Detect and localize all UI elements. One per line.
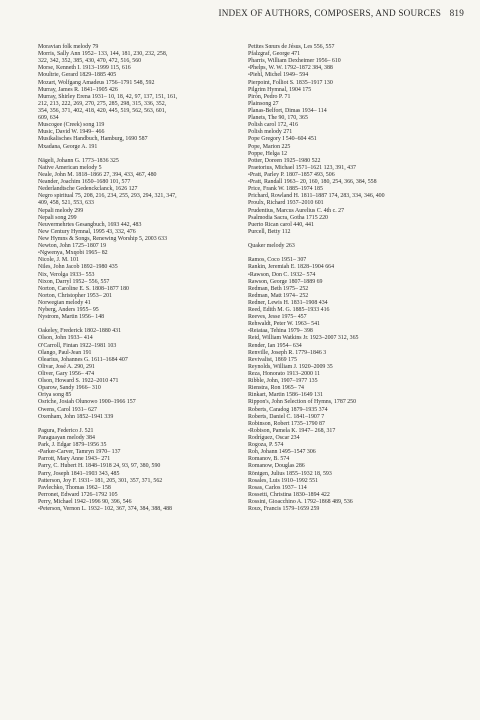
- index-entry: [38, 293, 244, 300]
- index-entry: [38, 129, 244, 136]
- index-entry: [248, 478, 474, 485]
- index-entry-text: Olson, John 1933– 414: [38, 335, 93, 342]
- index-entry: [38, 108, 244, 115]
- index-entry: [38, 471, 244, 478]
- index-entry: [248, 343, 474, 350]
- index-entry: [248, 94, 474, 101]
- index-entry: [38, 229, 244, 236]
- index-entry: [38, 44, 244, 51]
- index-entry: [38, 101, 244, 108]
- index-entry: [38, 328, 244, 335]
- index-entry-text: 322, 342, 352, 385, 430, 470, 472, 516, 560: [38, 58, 142, 65]
- bullet-icon: •: [248, 65, 250, 72]
- index-entry: [38, 414, 244, 421]
- index-entry-text: Neale, John M. 1818–1866 27, 394, 433, 467, 480: [38, 171, 157, 178]
- index-entry: [248, 158, 474, 165]
- index-entry: [248, 371, 474, 378]
- index-entry: [248, 72, 474, 79]
- index-entry-text: Planets, The 90, 170, 365: [248, 115, 308, 122]
- bullet-icon: •: [248, 72, 250, 79]
- index-entry-text: Parry, Joseph 1841–1903 343, 485: [38, 470, 120, 477]
- index-entry-text: Norton, Christopher 1953– 201: [38, 292, 112, 299]
- index-entry-text: Rogoza, P. 574: [248, 442, 284, 449]
- index-entry-text: Neander, Joachim 1650–1680 101, 577: [38, 179, 131, 186]
- index-entry-text: Polish carol 172, 416: [248, 122, 299, 129]
- index-entry-text: Renville, Joseph R. 1779–1846 3: [248, 349, 327, 356]
- index-entry-text: Norwegian melody 41: [38, 299, 91, 306]
- index-entry-text: Rehwaldt, Peter W. 1963– 541: [248, 321, 320, 328]
- index-entry: [248, 108, 474, 115]
- index-entry-text: Reza, Honorato 1913–2000 11: [248, 371, 321, 378]
- index-entry-text: Morris, Sally Ann 1952– 133, 144, 181, 230, 232, 258,: [38, 51, 168, 58]
- index-entry: [38, 94, 244, 101]
- index-entry: [248, 293, 474, 300]
- index-entry: [38, 343, 244, 350]
- index-entry-text: Oparow, Sandy 1966– 310: [38, 385, 101, 392]
- index-entry: [248, 272, 474, 279]
- index-entry: [38, 442, 244, 449]
- index-entry-text: Redner, Lewis H. 1831–1908 434: [248, 299, 328, 306]
- index-entry-text: Rankin, Jeremiah E. 1828–1904 664: [248, 264, 335, 271]
- index-entry: [248, 257, 474, 264]
- index-entry-text: Osriche, Josiah Olunowo 1900–1966 157: [38, 399, 136, 406]
- index-entry-text: Polish melody 271: [248, 129, 293, 136]
- index-entry-text: Pierpoint, Folliot S. 1835–1917 130: [248, 79, 333, 86]
- index-entry: [38, 200, 244, 207]
- index-entry: [38, 250, 244, 257]
- index-entry-text: Mxadana, George A. 191: [38, 143, 98, 150]
- index-entry-text: 609, 634: [38, 115, 59, 122]
- index-entry-text: Redman, Matt 1974– 252: [248, 292, 309, 299]
- index-entry: [38, 236, 244, 243]
- index-entry-text: Robison, Pamela K. 1947– 268, 317: [249, 427, 336, 434]
- index-entry: [38, 279, 244, 286]
- index-entry: [248, 172, 474, 179]
- index-entry-text: 354, 356, 371, 402, 418, 420, 445, 519, 562, 563, 601,: [38, 107, 167, 114]
- index-entry-text: Proulx, Richard 1937–2010 601: [248, 200, 324, 207]
- index-entry: [38, 179, 244, 186]
- index-entry-text: Ngwenya, Mxqobi 1965– 82: [39, 250, 108, 257]
- index-entry-text: Puerto Rican carol 440, 441: [248, 221, 314, 228]
- index-entry: [248, 279, 474, 286]
- index-entry: [248, 350, 474, 357]
- index-entry: [38, 51, 244, 58]
- index-entry: [38, 364, 244, 371]
- index-entry-text: Rawson, George 1807–1889 69: [248, 278, 323, 285]
- index-entry-text: Olango, Paul-Jean 191: [38, 349, 92, 356]
- index-entry-text: Prichard, Rowland H. 1811–1887 174, 283, 334, 346, 400: [248, 193, 385, 200]
- index-entry-text: Roberts, Caradog 1879–1935 374: [248, 406, 328, 413]
- index-entry: [38, 122, 244, 129]
- index-entry: [248, 101, 474, 108]
- index-entry: [248, 385, 474, 392]
- index-entry-text: Reynolds, William J. 1920–2009 35: [248, 363, 333, 370]
- index-entry: [248, 264, 474, 271]
- index-entry-text: Oliver, Gary 1956– 474: [38, 371, 95, 378]
- index-entry: [248, 435, 474, 442]
- section-gap: [248, 236, 474, 243]
- index-entry: [248, 222, 474, 229]
- bullet-icon: •: [248, 171, 250, 178]
- index-entry: [248, 165, 474, 172]
- index-entry: [38, 456, 244, 463]
- index-entry: [38, 136, 244, 143]
- index-entry: [248, 186, 474, 193]
- index-entry-text: Perronet, Edward 1726–1792 105: [38, 491, 118, 498]
- index-entry-text: Nepali song 299: [38, 214, 77, 221]
- index-entry: [248, 364, 474, 371]
- index-entry: [38, 399, 244, 406]
- bullet-icon: •: [248, 179, 250, 186]
- index-entry-text: Nägeli, Johann G. 1773–1836 325: [38, 157, 119, 164]
- index-entry: [38, 478, 244, 485]
- index-entry-text: Praetorius, Michael 1571–1621 123, 391, 437: [248, 164, 356, 171]
- index-entry-text: O'Carroll, Fintan 1922–1981 103: [38, 342, 117, 349]
- header-title: INDEX OF AUTHORS, COMPOSERS, AND SOURCES: [218, 8, 442, 18]
- index-entry-text: Purcell, Betty 112: [248, 228, 291, 235]
- index-entry-text: Pavlechko, Thomas 1962– 158: [38, 484, 111, 491]
- index-entry-text: Niles, John Jacob 1892–1980 435: [38, 264, 118, 271]
- index-entry: [248, 321, 474, 328]
- index-entry-text: Pfalzgraf, George 471: [248, 51, 301, 58]
- bullet-icon: •: [248, 271, 250, 278]
- index-entry: [248, 51, 474, 58]
- index-entry: [38, 286, 244, 293]
- index-entry-text: Olivar, José A. 290, 291: [38, 363, 95, 370]
- index-entry: [38, 300, 244, 307]
- index-entry: [248, 179, 474, 186]
- index-entry-text: Reid, William Watkins Jr. 1923–2007 312, 365: [248, 335, 359, 342]
- index-entry: [38, 407, 244, 414]
- index-entry: [248, 357, 474, 364]
- index-entry: [38, 392, 244, 399]
- index-entry: [38, 215, 244, 222]
- index-entry-text: Parker-Carver, Tamryn 1970– 137: [39, 449, 121, 456]
- index-entry: [38, 272, 244, 279]
- index-entry-text: Romanov, B. 574: [248, 456, 290, 463]
- index-entry: [38, 506, 244, 513]
- index-entry: [38, 385, 244, 392]
- index-entry: [38, 378, 244, 385]
- index-entry: [248, 136, 474, 143]
- index-entry-text: Nix, Verolga 1933– 553: [38, 271, 95, 278]
- index-entry: [38, 307, 244, 314]
- index-entry-text: Revivalist, 1869 175: [248, 356, 297, 363]
- bullet-icon: •: [248, 427, 250, 434]
- index-entry-text: Native American melody 5: [38, 164, 102, 171]
- index-column-left: [38, 44, 244, 513]
- index-entry-text: New Century Hymnal, 1995 43, 332, 476: [38, 228, 136, 235]
- index-entry: [248, 151, 474, 158]
- index-entry-text: Render, Ian 1954– 634: [248, 342, 302, 349]
- index-entry: [248, 506, 474, 513]
- index-entry: [248, 328, 474, 335]
- index-entry: [248, 421, 474, 428]
- index-entry: [38, 165, 244, 172]
- index-entry-text: Rinkart, Martin 1586–1649 131: [248, 392, 323, 399]
- page-number: 819: [449, 8, 464, 18]
- section-gap: [38, 321, 244, 328]
- index-entry-text: 212, 213, 222, 269, 270, 275, 285, 298, 315, 336, 352,: [38, 100, 167, 107]
- index-entry-text: Rawson, Don C. 1932– 574: [249, 271, 316, 278]
- index-entry-text: Murray, James R. 1841–1905 426: [38, 86, 118, 93]
- index-entry-text: Pope, Marion 225: [248, 143, 291, 150]
- index-entry-text: Pagura, Federico J. 521: [38, 427, 94, 434]
- index-entry-text: Norton, Caroline E. S. 1808–1877 180: [38, 285, 129, 292]
- index-entry-text: Peterson, Vernon L. 1932– 102, 367, 374, 384, 388, 488: [39, 506, 172, 513]
- index-entry: [38, 186, 244, 193]
- bullet-icon: •: [248, 328, 250, 335]
- index-entry-text: Perry, Michael 1942–1996 90, 396, 546: [38, 499, 132, 505]
- index-entry-text: Romanow, Douglas 286: [248, 463, 305, 470]
- index-entry-text: Moravian folk melody 79: [38, 44, 99, 50]
- index-entry-text: Rossetti, Christina 1830–1894 422: [248, 491, 330, 498]
- index-entry: [38, 65, 244, 72]
- index-entry: [248, 499, 474, 506]
- index-entry: [248, 300, 474, 307]
- index-entry-text: Newton, John 1725–1807 19: [38, 243, 107, 250]
- index-entry: [248, 378, 474, 385]
- index-entry-text: Olson, Howard S. 1922–2010 471: [38, 378, 119, 385]
- index-entry: [248, 449, 474, 456]
- index-entry-text: Röntgen, Julius 1855–1932 18, 593: [248, 470, 332, 477]
- index-entry: [38, 357, 244, 364]
- index-entry-text: Phelps, W. W. 1792–1872 384, 388: [249, 65, 333, 72]
- index-entry-text: Reed, Edith M. G. 1885–1933 416: [248, 307, 330, 314]
- index-entry-text: Reeves, Jesse 1975– 457: [248, 314, 307, 321]
- index-entry: [38, 158, 244, 165]
- index-entry: [38, 314, 244, 321]
- index-entry-text: New Hymns & Songs, Renewing Worship 5, 2003 633: [38, 235, 168, 242]
- index-entry-text: Music, David W. 1949– 466: [38, 129, 105, 136]
- index-entry-text: Moultrie, Gerard 1829–1885 405: [38, 72, 117, 79]
- index-entry: [38, 492, 244, 499]
- index-entry-text: Rossini, Gioacchino A. 1792–1868 489, 536: [248, 499, 353, 505]
- index-entry: [38, 193, 244, 200]
- index-entry: [38, 172, 244, 179]
- index-entry: [38, 371, 244, 378]
- index-entry-text: Nederlandtsche Gedenckclanck, 1626 127: [38, 186, 138, 193]
- index-entry-text: Price, Frank W. 1885–1974 185: [248, 186, 323, 193]
- index-entry-text: Nepali melody 299: [38, 207, 84, 214]
- index-entry: [248, 335, 474, 342]
- index-entry: [38, 72, 244, 79]
- index-entry-text: Prudentius, Marcus Aurelius C. 4th c. 27: [248, 207, 345, 214]
- index-entry-text: Rodríguez, Oscar 234: [248, 435, 300, 442]
- section-gap: [248, 250, 474, 257]
- index-entry-text: Rosales, Luis 1910–1992 551: [248, 477, 319, 484]
- bullet-icon: •: [38, 449, 40, 456]
- index-entry-text: Potter, Doreen 1925–1980 522: [248, 157, 321, 164]
- index-entry-text: Oakeley, Frederick 1802–1880 431: [38, 328, 122, 335]
- index-entry: [248, 286, 474, 293]
- index-entry-text: Oriya song 85: [38, 392, 72, 399]
- index-entry-text: Nicole, J. M. 101: [38, 257, 79, 264]
- index-entry: [248, 58, 474, 65]
- index-entry: [38, 449, 244, 456]
- index-entry-text: Poppe, Helga 12: [248, 150, 288, 157]
- index-entry-text: Psalmodia Sacra, Gotha 1715 220: [248, 214, 329, 221]
- index-entry: [248, 485, 474, 492]
- index-entry: [38, 222, 244, 229]
- section-gap: [38, 151, 244, 158]
- index-entry-text: Negro spiritual 75, 208, 216, 234, 255, 293, 294, 321, 347,: [38, 193, 177, 200]
- index-entry: [248, 200, 474, 207]
- index-entry-text: Morse, Kenneth I. 1913–1999 115, 616: [38, 65, 131, 72]
- index-entry: [38, 335, 244, 342]
- index-entry: [38, 257, 244, 264]
- index-entry: [38, 485, 244, 492]
- index-entry: [38, 58, 244, 65]
- index-entry-text: Robinson, Robert 1735–1790 87: [248, 420, 325, 427]
- index-entry-text: Rosas, Carlos 1937– 114: [248, 484, 307, 491]
- index-entry: [38, 428, 244, 435]
- index-entry-text: Parry, C. Hubert H. 1848–1918 24, 93, 97, 380, 590: [38, 463, 161, 470]
- index-entry-text: Paraguayan melody 384: [38, 435, 95, 442]
- index-entry-text: Quaker melody 263: [248, 243, 295, 250]
- index-entry: [248, 399, 474, 406]
- index-entry: [248, 193, 474, 200]
- index-entry-text: Parrott, Mary Anne 1943– 271: [38, 456, 111, 463]
- index-entry: [38, 499, 244, 506]
- index-entry-text: Pirón, Pedro P. 71: [248, 93, 291, 100]
- index-entry-text: Rippon's, John Selection of Hymns, 1787 250: [248, 399, 357, 406]
- index-column-right: [248, 44, 474, 513]
- bullet-icon: •: [38, 506, 40, 513]
- index-entry-text: Pratt, Randall 1963– 20, 160, 180, 254, 366, 384, 558: [249, 179, 377, 186]
- index-entry-text: Nixon, Darryl 1952– 556, 557: [38, 278, 110, 285]
- index-entry: [248, 215, 474, 222]
- index-entry: [248, 492, 474, 499]
- index-entry-text: Roberts, Daniel C. 1841–1907 7: [248, 413, 325, 420]
- index-entry: [38, 264, 244, 271]
- index-entry: [248, 428, 474, 435]
- index-entry-text: Oxenham, John 1852–1941 339: [38, 413, 114, 420]
- index-entry-text: Reiataa, Tehina 1979– 398: [249, 328, 313, 335]
- index-entry: [38, 144, 244, 151]
- index-entry-text: Planas-Belfort, Dimas 1934– 114: [248, 107, 327, 114]
- index-entry: [38, 208, 244, 215]
- index-entry-text: Murray, Shirley Erena 1931– 10, 18, 42, 97, 137, 151, 161,: [38, 93, 178, 100]
- index-entry-text: Petites Sœurs de Jésus, Les 556, 557: [248, 44, 335, 50]
- running-header: [218, 8, 464, 18]
- index-entry: [38, 463, 244, 470]
- index-entry-text: Park, J. Edgar 1879–1956 35: [38, 442, 107, 449]
- index-entry: [38, 350, 244, 357]
- index-entry: [38, 80, 244, 87]
- index-entry: [248, 208, 474, 215]
- bullet-icon: •: [38, 250, 40, 257]
- index-entry-text: Neuvermehrtes Gesangbuch, 1693 442, 483: [38, 221, 142, 228]
- index-entry: [248, 115, 474, 122]
- index-entry: [248, 65, 474, 72]
- index-entry-text: Musikalisches Handbuch, Hamburg, 1690 587: [38, 136, 148, 143]
- index-entry-text: Pilgrim Hymnal, 1904 175: [248, 86, 312, 93]
- index-entry: [248, 129, 474, 136]
- index-entry-text: Plainsong 27: [248, 100, 279, 107]
- index-entry: [248, 87, 474, 94]
- index-entry: [248, 144, 474, 151]
- index-entry: [248, 229, 474, 236]
- index-entry: [248, 463, 474, 470]
- index-entry-text: Piehl, Michel 1949– 594: [249, 72, 309, 79]
- index-entry-text: Redman, Beth 1975– 252: [248, 285, 309, 292]
- index-entry: [248, 442, 474, 449]
- index-entry: [248, 314, 474, 321]
- index-entry: [38, 243, 244, 250]
- index-entry-text: Pratt, Parley P. 1807–1857 493, 506: [249, 171, 335, 178]
- index-entry-text: Mozart, Wolfgang Amadeus 1756–1791 548, 592: [38, 79, 155, 86]
- index-entry: [248, 414, 474, 421]
- index-entry: [248, 243, 474, 250]
- index-entry-text: Pope Gregory I 540–604 451: [248, 136, 317, 143]
- index-entry-text: 409, 458, 521, 553, 633: [38, 200, 94, 207]
- section-gap: [38, 421, 244, 428]
- index-entry-text: Nystrom, Martin 1956– 148: [38, 314, 105, 321]
- index-entry-text: Olearius, Johannes G. 1611–1684 407: [38, 356, 128, 363]
- index-entry-text: Roux, Francis 1579–1659 259: [248, 506, 320, 513]
- index-entry-text: Roh, Johann 1495–1547 306: [248, 449, 316, 456]
- index-entry-text: Patterson, Joy F. 1931– 181, 205, 301, 357, 371, 562: [38, 477, 163, 484]
- index-entry-text: Rienstra, Ron 1965– 74: [248, 385, 304, 392]
- index-entry: [248, 456, 474, 463]
- index-entry-text: Ribble, John, 1907–1977 135: [248, 378, 318, 385]
- index-entry: [248, 307, 474, 314]
- index-entry: [38, 435, 244, 442]
- index-entry: [248, 122, 474, 129]
- index-entry: [248, 80, 474, 87]
- index-entry-text: Nyberg, Anders 1955– 95: [38, 307, 99, 314]
- index-entry-text: Pharris, William Dexheimer 1956– 610: [248, 58, 341, 65]
- index-entry-text: Muscogee (Creek) song 119: [38, 122, 105, 129]
- index-entry: [248, 407, 474, 414]
- index-entry-text: Owens, Carol 1931– 627: [38, 406, 97, 413]
- index-entry: [38, 87, 244, 94]
- index-entry: [248, 471, 474, 478]
- index-entry-text: Ramos, Coco 1951– 307: [248, 257, 307, 264]
